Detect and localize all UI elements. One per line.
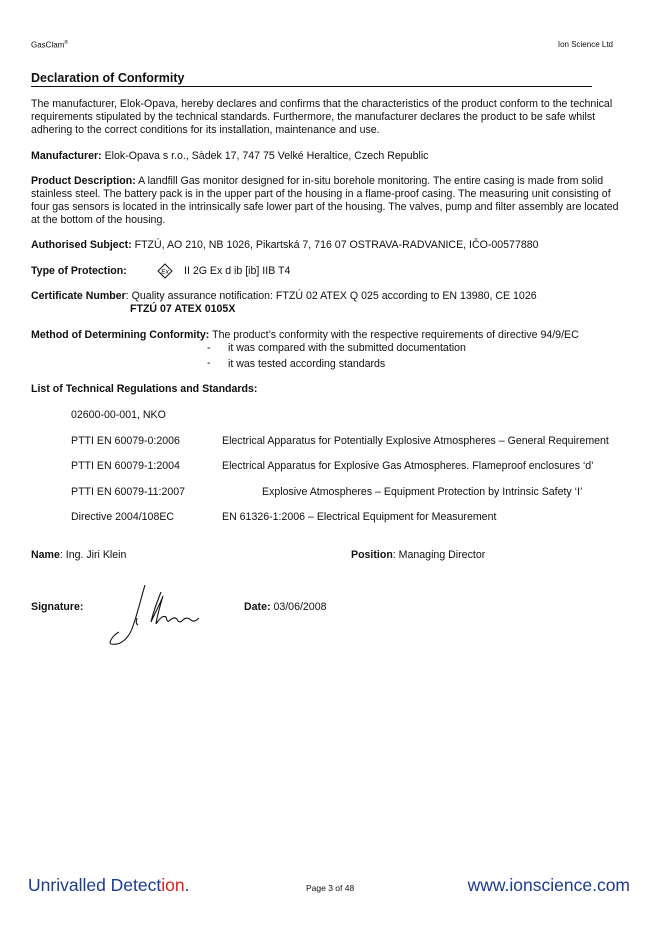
bullet-dash: - [207, 342, 211, 354]
regulation-desc: Electrical Apparatus for Explosive Gas Atmospheres. Flameproof enclosures ‘d’ [222, 460, 594, 472]
regulation-code: PTTI EN 60079-0:2006 [71, 435, 180, 447]
manufacturer-label: Manufacturer: [31, 150, 102, 162]
regulations-heading: List of Technical Regulations and Standards: [31, 383, 258, 395]
page-number: Page 3 of 48 [306, 883, 355, 893]
position-line [351, 549, 485, 562]
signature-label: Signature: [31, 601, 84, 613]
date-line [244, 601, 326, 614]
ex-icon-text: Ex [161, 268, 169, 276]
position-value: : Managing Director [392, 549, 486, 561]
authorised-value: FTZÚ, AO 210, NB 1026, Pikartská 7, 716 07 OSTRAVA-RADVANICE, IČO-00577880 [134, 239, 539, 251]
bullet-dash: - [207, 357, 211, 369]
certificate-label: Certificate Number [31, 290, 126, 302]
authorised-subject [31, 239, 631, 252]
regulation-desc: EN 61326-1:2006 – Electrical Equipment for Measurement [222, 511, 497, 523]
regulation-code: 02600-00-001, NKO [71, 409, 166, 421]
method-label: Method of Determining Conformity: [31, 329, 210, 341]
manufacturer-value: Elok-Opava s r.o., Sàdek 17, 747 75 Velké Heraltice, Czech Republic [104, 150, 429, 162]
authorised-label: Authorised Subject: [31, 239, 132, 251]
registered-mark: ® [64, 40, 69, 46]
name-value: : Ing. Jiri Klein [59, 549, 127, 561]
product-label: Product Description: [31, 175, 136, 187]
footer-slogan [28, 875, 189, 896]
header-product-name [31, 40, 68, 50]
header-company: Ion Science Ltd [557, 40, 613, 49]
footer-website: www.ionscience.com [467, 875, 630, 895]
manufacturer-line [31, 150, 631, 163]
protection-value: II 2G Ex d ib [ib] IIB T4 [184, 265, 291, 277]
regulation-code: Directive 2004/108EC [71, 511, 175, 523]
ex-icon [157, 263, 173, 279]
header-left-text: GasClam [31, 40, 65, 50]
regulation-desc: Electrical Apparatus for Potentially Explosive Atmospheres – General Requirement [222, 435, 609, 447]
page-title: Declaration of Conformity [31, 71, 592, 87]
method-bullet: it was compared with the submitted documentation [228, 342, 466, 354]
slogan-main: Unrivalled Detect [28, 875, 162, 895]
method-bullet: it was tested according standards [228, 358, 386, 370]
regulation-code: PTTI EN 60079-1:2004 [71, 460, 180, 472]
name-label: Name [31, 549, 60, 561]
certificate-line [31, 290, 631, 303]
protection-label: Type of Protection: [31, 265, 127, 277]
regulation-code: PTTI EN 60079-11:2007 [71, 486, 186, 498]
product-description [31, 175, 621, 227]
date-label: Date: [244, 601, 271, 613]
method-line [31, 329, 641, 342]
certificate-value: : Quality assurance notification: FTZÚ 02 ATEX Q 025 according to EN 13980, CE 1026 [125, 290, 537, 302]
handwritten-signature [105, 580, 205, 650]
product-value: A landfill Gas monitor designed for in-situ borehole monitoring. The entire casing is made from solid stainless steel. The battery pack is in the upper part of the housing in a flame-proof casing. The measuring unit consisting of four gas sensors is located in the intrinsically safe lower part of the housing. The valves, pump and filter assembly are located at the bottom of the housing. [31, 175, 619, 226]
position-label: Position [351, 549, 393, 561]
regulation-desc: Explosive Atmospheres – Equipment Protection by Intrinsic Safety ‘I’ [262, 486, 583, 498]
name-line [31, 549, 126, 562]
date-value: 03/06/2008 [273, 601, 327, 613]
method-value: The product’s conformity with the respective requirements of directive 94/9/EC [212, 329, 579, 341]
intro-paragraph: The manufacturer, Elok-Opava, hereby declares and confirms that the characteristics of the product conform to the technical requirements stipulated by the technical standards. Furthermore, the manufacturer declares the product to be safe whilst adhering to the correct conditions for its installation, maintenance and use. [31, 98, 613, 136]
slogan-accent: ion [161, 875, 185, 895]
certificate-number: FTZÚ 07 ATEX 0105X [130, 303, 236, 315]
slogan-end: . [184, 875, 190, 895]
